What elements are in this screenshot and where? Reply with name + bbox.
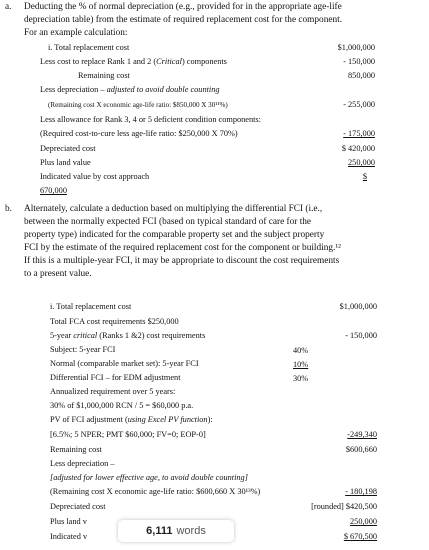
row-label: [6.5%; 5 NPER; PMT $60,000; FV=0; EOP-0]	[50, 430, 206, 439]
row-label: 5-year critical (Ranks 1 &2) cost requirements	[50, 331, 206, 340]
row-label: i. Total replacement cost	[50, 302, 132, 311]
row-label: Annualized requirement over 5 years:	[50, 387, 176, 396]
row-label: i. Total replacement cost	[48, 43, 130, 52]
section-b-intro-line: FCI by the estimate of the required replacement cost for the component or building.¹²	[24, 243, 341, 253]
row-value: $ 670,500	[343, 532, 377, 541]
row-label: 30% of $1,000,000 RCN / 5 = $60,000 p.a.	[50, 401, 194, 410]
row-value: 670,000	[40, 186, 67, 195]
row-label: Indicated value by cost approach	[40, 172, 150, 181]
row-label: (Remaining cost X economic age-life ratio: $850,000 X 30¹¹%)	[48, 101, 228, 109]
section-a-intro-line: For an example calculation:	[24, 28, 128, 38]
row-label: PV of FCI adjustment (using Excel PV function):	[50, 415, 213, 424]
section-b-intro-line: Alternately, calculate a deduction based on multiplying the differential FCI (i.e.,	[24, 204, 323, 214]
row-value: 250,000	[348, 158, 375, 167]
row-label: Normal (comparable market set): 5-year FCI	[50, 359, 199, 368]
row-label: Plus land v	[50, 517, 87, 526]
word-count-value: 6,111	[146, 525, 173, 537]
row-value: - 150,000	[343, 57, 375, 66]
row-value: $1,000,000	[337, 43, 375, 52]
section-b-intro-line: If this is a multiple-year FCI, it may be appropriate to discount the cost requirements	[24, 256, 340, 266]
row-label: Depreciated cost	[40, 144, 96, 153]
word-count-badge[interactable]	[118, 520, 234, 542]
row-label: Less depreciation – adjusted to avoid double counting	[40, 85, 220, 94]
row-value: - 180,198	[345, 487, 377, 496]
row-value: $600,660	[345, 445, 377, 454]
row-label: Total FCA cost requirements $250,000	[50, 317, 179, 326]
row-label: [adjusted for lower effective age, to avoid double counting]	[50, 473, 248, 482]
row-label: Less cost to replace Rank 1 and 2 (Critical) components	[40, 57, 227, 66]
fci-percent: 30%	[293, 374, 309, 383]
row-label: Less depreciation –	[50, 459, 115, 468]
row-label: (Remaining cost X economic age-life ratio: $600,660 X 30¹³%)	[50, 487, 261, 496]
row-value: 250,000	[350, 517, 377, 526]
word-count-label: words	[176, 525, 206, 537]
row-label: Remaining cost	[50, 445, 102, 454]
section-a-intro-line: depreciation table) from the estimate of required replacement cost for the component.	[24, 15, 343, 25]
fci-percent: 10%	[293, 360, 309, 369]
section-a-intro-line: Deducting the % of normal depreciation (e.g., provided for in the appropriate age-life	[24, 2, 342, 12]
row-label: Differential FCI – for EDM adjustment	[50, 373, 181, 382]
row-label: Depreciated cost	[50, 502, 106, 511]
row-value: 850,000	[348, 71, 375, 80]
row-value: [rounded] $420,500	[311, 502, 377, 511]
row-label: Indicated v	[50, 532, 88, 541]
fci-percent: 40%	[293, 346, 309, 355]
row-label: Subject: 5-year FCI	[50, 345, 116, 354]
row-value: - 175,000	[343, 129, 375, 138]
row-label: Plus land value	[40, 158, 91, 167]
row-value: -249,340	[347, 430, 377, 439]
row-label: Less allowance for Rank 3, 4 or 5 deficient condition components:	[40, 115, 261, 124]
section-b-intro-line: between the normally expected FCI (based on typical standard of care for the	[24, 217, 312, 227]
row-label: (Required cost-to-cure less age-life ratio: $250,000 X 70%)	[40, 129, 238, 138]
section-b-intro-line: property type) indicated for the comparable property set and the subject property	[24, 230, 325, 240]
section-b-intro-line: to a present value.	[24, 269, 92, 279]
row-value: - 255,000	[343, 100, 375, 109]
row-label: Remaining cost	[78, 71, 130, 80]
row-value: - 150,000	[345, 331, 377, 340]
section-b-marker: b.	[5, 204, 12, 214]
row-value: $ 420,000	[341, 144, 375, 153]
section-a-marker: a.	[5, 2, 12, 12]
row-value: $1,000,000	[339, 302, 377, 311]
row-value: $	[362, 172, 367, 181]
